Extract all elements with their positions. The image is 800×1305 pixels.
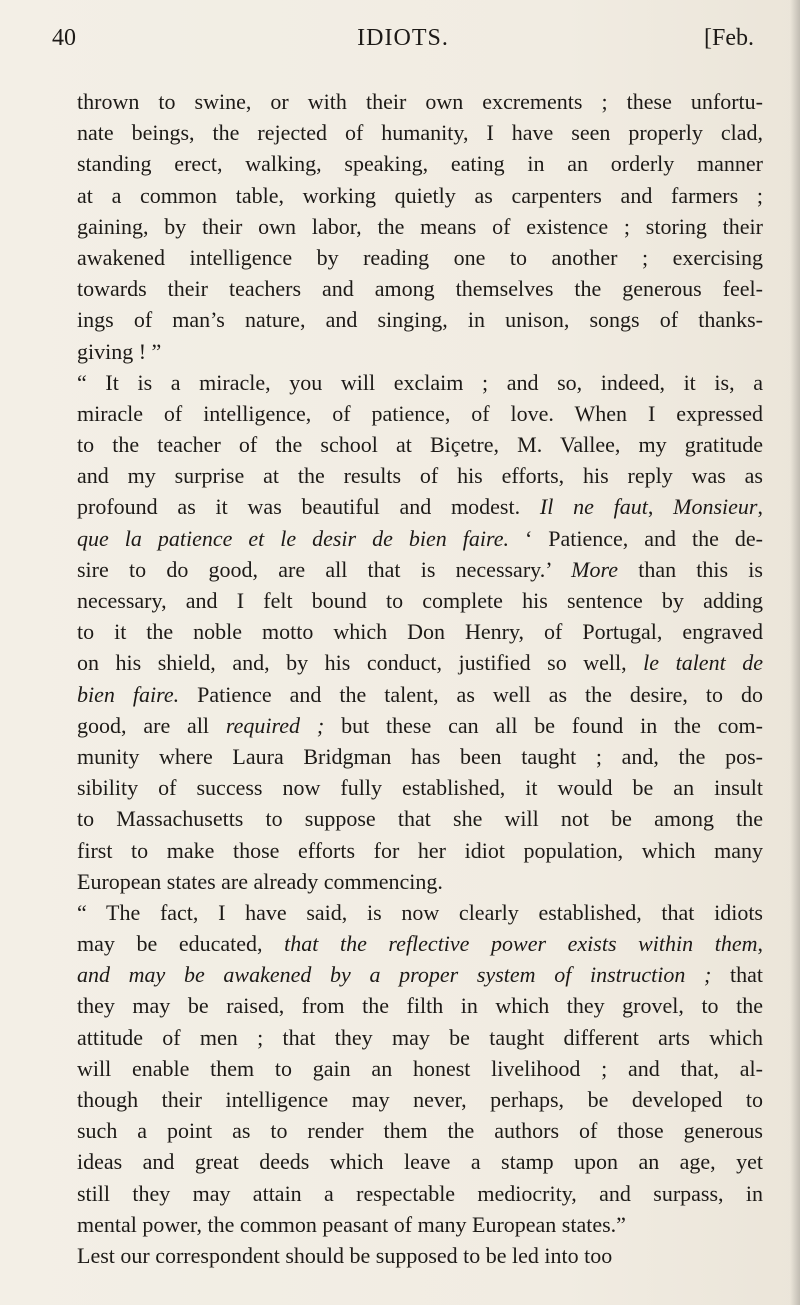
text-run: good, are all [77, 712, 226, 738]
text-run: standing erect, walking, speaking, eating in an orderly manner [77, 151, 763, 177]
text-line [77, 990, 763, 1021]
text-run: , [757, 494, 763, 520]
text-line [77, 1053, 763, 1084]
text-run: , [757, 931, 763, 957]
text-line [77, 117, 763, 148]
text-run: than this is [617, 556, 763, 582]
text-run: they may be raised, from the filth in which they grovel, to the [77, 993, 763, 1019]
italic-text: le talent de [643, 650, 763, 676]
text-line [77, 242, 763, 273]
italic-text: that the reflective power exists within them [284, 931, 758, 957]
text-line [77, 866, 763, 897]
text-run: to it the noble motto which Don Henry, of Portugal, engraved [77, 619, 763, 645]
text-line [77, 211, 763, 242]
italic-text: Il ne faut [539, 494, 648, 520]
page-edge-shadow [790, 0, 800, 1305]
text-line [77, 585, 763, 616]
text-line [77, 1022, 763, 1053]
text-run: miracle of intelligence, of patience, of love. When I expressed [77, 400, 763, 426]
text-run: still they may attain a respectable mediocrity, and surpass, in [77, 1180, 763, 1206]
text-run: European states are already commencing. [77, 868, 443, 894]
text-run: will enable them to gain an honest livelihood ; and that, al- [77, 1055, 763, 1081]
text-run: munity where Laura Bridgman has been taught ; and, the pos- [77, 743, 763, 769]
text-line [77, 647, 763, 678]
text-line [77, 772, 763, 803]
text-line [77, 148, 763, 179]
text-run: towards their teachers and among themselves the generous feel- [77, 276, 763, 302]
running-header [52, 20, 754, 56]
text-run: may be educated, [77, 931, 285, 957]
text-line [77, 460, 763, 491]
text-run: such a point as to render them the authors of those generous [77, 1118, 763, 1144]
body-text [77, 86, 763, 1271]
text-run: though their intelligence may never, perhaps, be developed to [77, 1087, 763, 1112]
header-date: [Feb. [704, 25, 754, 51]
italic-text: Monsieur [673, 494, 758, 520]
text-line [77, 741, 763, 772]
text-run: thrown to swine, or with their own excrements ; these unfortu- [77, 89, 763, 114]
text-run: necessary, and I felt bound to complete his sentence by adding [77, 588, 763, 613]
text-line [77, 679, 763, 710]
text-line [77, 1146, 763, 1177]
italic-text: and may be awakened by a proper system of instruction ; [77, 962, 712, 988]
text-line [77, 616, 763, 647]
text-run: on his shield, and, by his conduct, justified so well, [77, 650, 644, 676]
text-run: to Massachusetts to suppose that she will not be among the [77, 806, 763, 832]
text-run: gaining, by their own labor, the means of existence ; storing their [77, 213, 763, 239]
text-run: Patience and the talent, as well as the desire, to do [179, 681, 763, 707]
text-run: sibility of success now fully established, it would be an insult [77, 775, 763, 801]
text-run: to the teacher of the school at Biçetre, M. Vallee, my gratitude [77, 432, 763, 458]
text-run: that [711, 962, 763, 988]
text-run: awakened intelligence by reading one to another ; exercising [77, 244, 763, 270]
text-run: and my surprise at the results of his efforts, his reply was as [77, 463, 763, 489]
text-line [77, 273, 763, 304]
text-line [77, 1209, 763, 1240]
text-run: attitude of men ; that they may be taught different arts which [77, 1024, 763, 1050]
text-line [77, 398, 763, 429]
text-line [77, 367, 763, 398]
text-run: sire to do good, are all that is necessary.’ [77, 556, 572, 582]
text-line [77, 1178, 763, 1209]
text-line [77, 491, 763, 522]
text-run: first to make those efforts for her idiot population, which many [77, 837, 763, 863]
text-line [77, 554, 763, 585]
text-line [77, 86, 763, 117]
text-line [77, 1240, 763, 1271]
text-line [77, 180, 763, 211]
text-line [77, 835, 763, 866]
text-line [77, 897, 763, 928]
text-run: giving ! ” [77, 338, 162, 364]
page-number: 40 [52, 25, 76, 51]
italic-text: que la patience et le desir de bien faire. [77, 525, 509, 551]
text-run: profound as it was beautiful and modest. [77, 494, 540, 520]
text-run: ings of man’s nature, and singing, in unison, songs of thanks- [77, 307, 763, 333]
text-run: “ The fact, I have said, is now clearly established, that idiots [77, 899, 763, 925]
italic-text: required ; [225, 712, 325, 738]
text-run: Lest our correspondent should be supposed to be led into too [77, 1242, 613, 1268]
text-run: mental power, the common peasant of many European states.” [77, 1211, 626, 1237]
text-line [77, 1084, 763, 1115]
text-run: ‘ Patience, and the de- [508, 525, 763, 551]
text-run: ideas and great deeds which leave a stamp upon an age, yet [77, 1149, 763, 1175]
text-line [77, 803, 763, 834]
text-run: , [647, 494, 674, 520]
text-line [77, 928, 763, 959]
italic-text: bien faire. [77, 681, 180, 707]
text-line [77, 523, 763, 554]
running-title: IDIOTS. [357, 25, 449, 51]
text-run: nate beings, the rejected of humanity, I have seen properly clad, [77, 120, 763, 146]
text-run: but these can all be found in the com- [324, 712, 763, 738]
text-line [77, 429, 763, 460]
text-line [77, 959, 763, 990]
text-run: at a common table, working quietly as carpenters and farmers ; [77, 182, 763, 208]
text-line [77, 1115, 763, 1146]
text-run: “ It is a miracle, you will exclaim ; and so, indeed, it is, a [77, 369, 763, 395]
text-line [77, 304, 763, 335]
text-line [77, 336, 763, 367]
text-line [77, 710, 763, 741]
italic-text: More [571, 556, 618, 582]
